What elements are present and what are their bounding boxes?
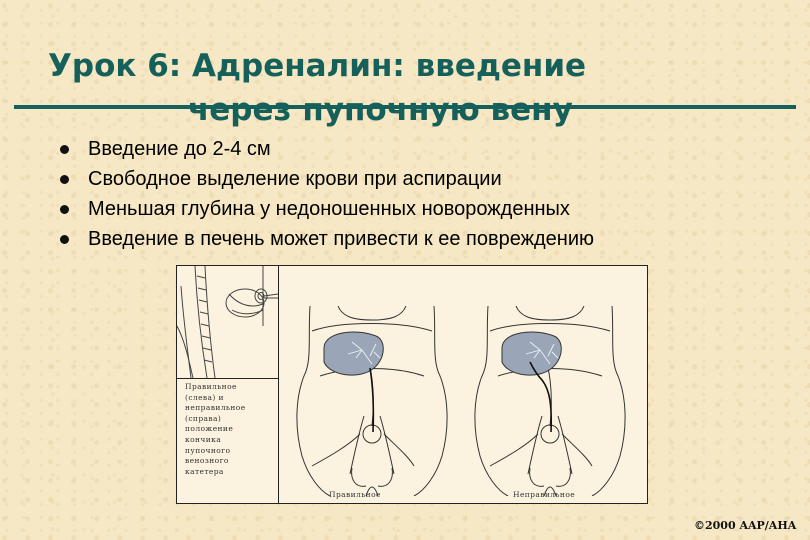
incorrect-catheter-diagram <box>468 306 632 496</box>
bullet-dot-icon <box>60 145 69 154</box>
bullet-text: Свободное выделение крови при аспирации <box>88 167 502 190</box>
bullet-item <box>60 224 594 254</box>
bullet-text: Введение в печень может привести к ее повреждению <box>88 227 594 250</box>
bullet-list <box>60 134 594 254</box>
copyright-notice: ©2000 AAP/AHA <box>694 519 797 532</box>
label-incorrect: Неправильное <box>513 490 576 499</box>
slide-title <box>48 44 768 132</box>
umbilical-catheter-illustration <box>177 266 278 378</box>
bullet-item <box>60 164 594 194</box>
bullet-text: Введение до 2-4 см <box>88 137 271 160</box>
correct-catheter-diagram <box>290 306 454 496</box>
incorrect-position-panel <box>468 306 632 496</box>
catheter-figure <box>176 265 648 504</box>
title-divider <box>14 105 796 109</box>
bullet-item <box>60 194 594 224</box>
figure-divider <box>278 266 279 503</box>
label-correct: Правильное <box>329 490 381 499</box>
bullet-item <box>60 134 594 164</box>
title-line-2: через пупочную вену <box>188 92 573 128</box>
bullet-dot-icon <box>60 205 69 214</box>
figure-caption: Правильное (слева) и неправильное (справа) положение кончика пупочного венозного катетера <box>185 382 246 476</box>
correct-position-panel <box>290 306 454 496</box>
title-line-1: Урок 6: Адреналин: введение <box>48 48 587 84</box>
bullet-text: Меньшая глубина у недоношенных новорожденных <box>88 197 570 220</box>
umbilical-stump-inset <box>177 266 278 379</box>
bullet-dot-icon <box>60 235 69 244</box>
bullet-dot-icon <box>60 175 69 184</box>
